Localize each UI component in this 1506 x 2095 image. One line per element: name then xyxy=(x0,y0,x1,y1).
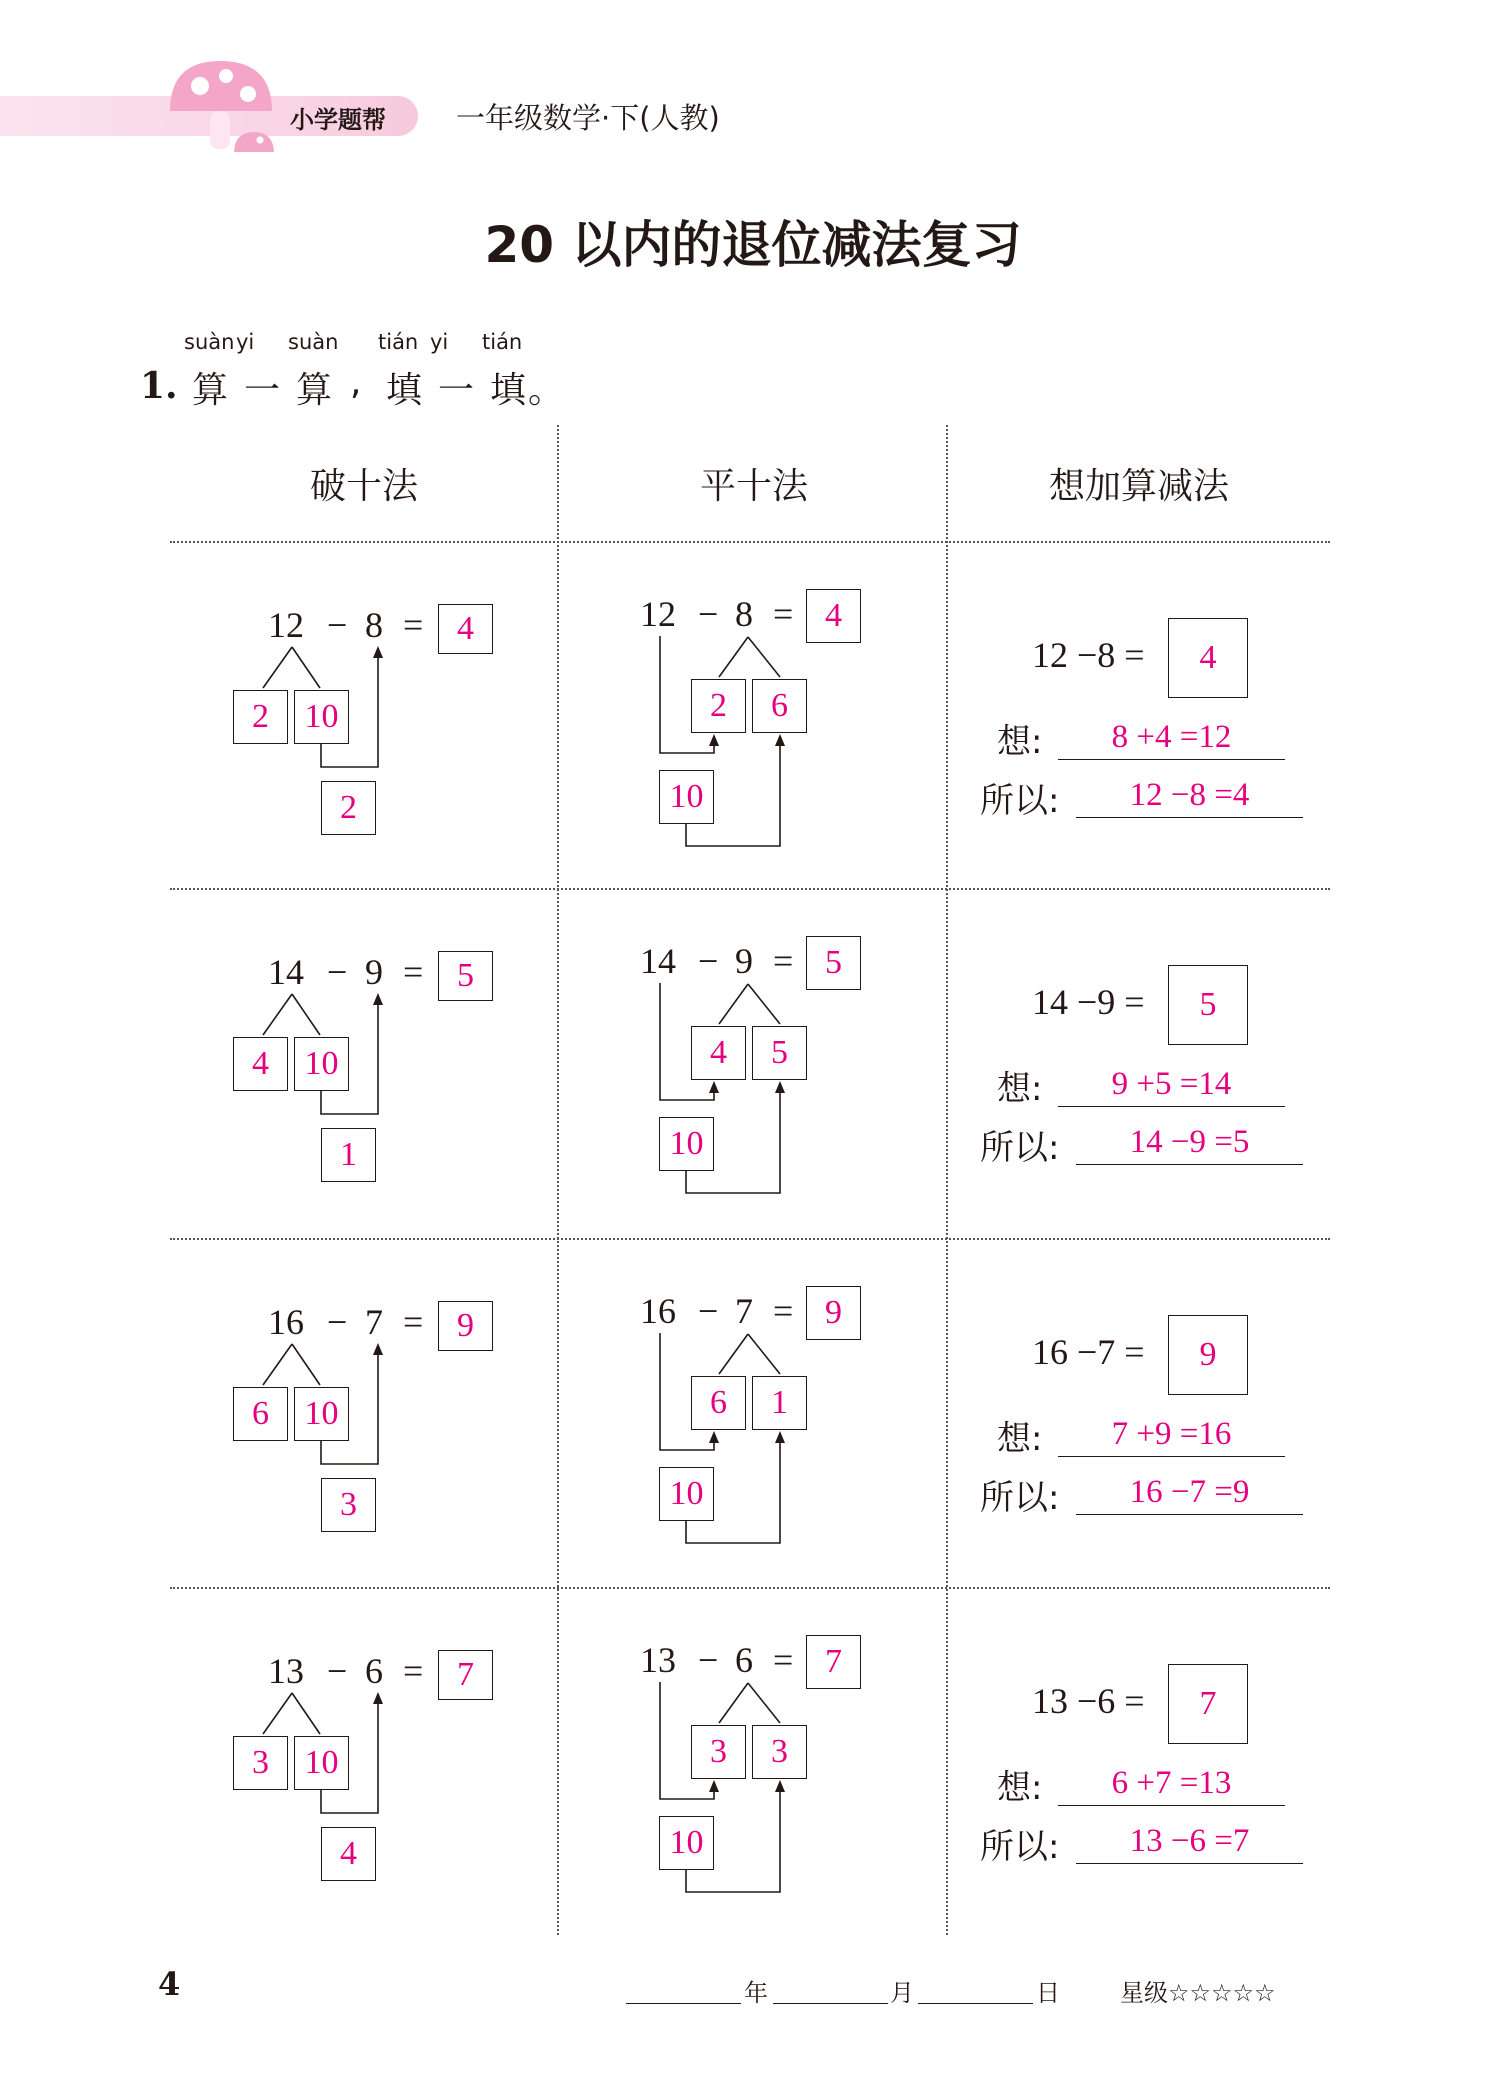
month-blank xyxy=(773,2003,888,2004)
subtraction-answer: 14 −9 =5 xyxy=(1076,1122,1303,1165)
equals-sign: = xyxy=(403,1651,424,1691)
year-label: 年 xyxy=(744,1979,768,2007)
pinyin: suàn xyxy=(184,330,235,354)
question-char: 填 xyxy=(386,370,423,411)
question-number: 1. xyxy=(140,365,178,407)
split-box: 4 xyxy=(691,1026,746,1080)
answer-box: 9 xyxy=(1168,1315,1248,1395)
equation: 13 −6 = xyxy=(1032,1681,1145,1721)
answer-box: 9 xyxy=(806,1286,861,1340)
split-box: 1 xyxy=(752,1376,807,1430)
minuend: 13 xyxy=(268,1651,304,1691)
equals-sign: = xyxy=(773,594,794,634)
book-title: 一年级数学·下(人教) xyxy=(456,101,720,135)
arrow-up-icon xyxy=(709,1780,719,1792)
answer-box: 9 xyxy=(438,1301,493,1351)
equation: 16 −7 = xyxy=(1032,1332,1145,1372)
pinyin: suàn xyxy=(288,330,339,354)
split-box: 6 xyxy=(691,1376,746,1430)
subtrahend: 9 xyxy=(735,941,753,981)
addition-answer: 7 +9 =16 xyxy=(1058,1414,1285,1457)
split-ten-box: 10 xyxy=(294,1736,349,1790)
split-box: 6 xyxy=(752,679,807,733)
intermediate-box: 1 xyxy=(321,1128,376,1182)
answer-box: 5 xyxy=(806,936,861,990)
subtraction-answer: 16 −7 =9 xyxy=(1076,1472,1303,1515)
month-label: 月 xyxy=(890,1979,914,2007)
year-blank xyxy=(626,2003,741,2004)
pinyin: tián xyxy=(378,330,419,354)
minuend: 14 xyxy=(640,941,676,981)
subtrahend: 6 xyxy=(365,1651,383,1691)
subtrahend: 7 xyxy=(365,1302,383,1342)
day-blank xyxy=(918,2003,1033,2004)
column-header-poshi: 破十法 xyxy=(309,466,418,507)
subtrahend: 8 xyxy=(735,594,753,634)
split-ones-box: 6 xyxy=(233,1387,288,1441)
equation: 14 −9 = xyxy=(1032,982,1145,1022)
so-label: 所以: xyxy=(980,1827,1060,1867)
equals-sign: = xyxy=(773,1640,794,1680)
question-char: 。 xyxy=(528,370,565,411)
think-label: 想: xyxy=(997,1069,1043,1109)
ten-box: 10 xyxy=(659,1467,714,1521)
star-rating: 星级☆☆☆☆☆ xyxy=(1120,1979,1276,2007)
minuend: 12 xyxy=(640,594,676,634)
split-ones-box: 3 xyxy=(233,1736,288,1790)
addition-answer: 8 +4 =12 xyxy=(1058,717,1285,760)
column-header-think-add: 想加算减法 xyxy=(1048,466,1229,507)
page-title: 20 以内的退位减法复习 xyxy=(484,216,1022,274)
subtraction-answer: 13 −6 =7 xyxy=(1076,1821,1303,1864)
subtraction-answer: 12 −8 =4 xyxy=(1076,775,1303,818)
split-ten-box: 10 xyxy=(294,690,349,744)
intermediate-box: 3 xyxy=(321,1478,376,1532)
minus-sign: − xyxy=(327,605,348,645)
connector-line xyxy=(660,1682,714,1799)
split-box: 3 xyxy=(752,1725,807,1779)
answer-box: 4 xyxy=(806,589,861,643)
minus-sign: − xyxy=(327,952,348,992)
page-number: 4 xyxy=(158,1965,181,2003)
question-char: 填 xyxy=(490,370,527,411)
split-box: 3 xyxy=(691,1725,746,1779)
day-label: 日 xyxy=(1036,1979,1060,2007)
answer-box: 7 xyxy=(806,1635,861,1689)
minus-sign: − xyxy=(698,941,719,981)
split-line xyxy=(719,1683,748,1723)
minus-sign: − xyxy=(698,594,719,634)
split-line xyxy=(748,1683,780,1723)
question-char: 算 xyxy=(192,370,229,411)
equals-sign: = xyxy=(403,952,424,992)
split-line xyxy=(263,1693,292,1734)
answer-box: 7 xyxy=(1168,1664,1248,1744)
minus-sign: − xyxy=(698,1291,719,1331)
so-label: 所以: xyxy=(980,1128,1060,1168)
arrow-up-icon xyxy=(373,1692,383,1704)
pinyin: yi xyxy=(430,330,449,354)
ten-box: 10 xyxy=(659,770,714,824)
arrow-up-icon xyxy=(775,1780,785,1792)
split-box: 5 xyxy=(752,1026,807,1080)
equals-sign: = xyxy=(773,1291,794,1331)
answer-box: 5 xyxy=(1168,965,1248,1045)
column-header-pingshi: 平十法 xyxy=(699,466,808,507)
answer-box: 4 xyxy=(1168,618,1248,698)
so-label: 所以: xyxy=(980,781,1060,821)
think-label: 想: xyxy=(997,1419,1043,1459)
minuend: 16 xyxy=(640,1291,676,1331)
think-label: 想: xyxy=(997,722,1043,762)
question-char: , xyxy=(350,362,362,403)
split-ones-box: 4 xyxy=(233,1037,288,1091)
split-ten-box: 10 xyxy=(294,1037,349,1091)
addition-answer: 6 +7 =13 xyxy=(1058,1763,1285,1806)
equation: 12 −8 = xyxy=(1032,635,1145,675)
answer-box: 7 xyxy=(438,1650,493,1700)
minus-sign: − xyxy=(327,1651,348,1691)
brand-name: 小学题帮 xyxy=(290,106,386,134)
question-char: 一 xyxy=(244,370,281,411)
minus-sign: − xyxy=(327,1302,348,1342)
ten-box: 10 xyxy=(659,1117,714,1171)
split-ten-box: 10 xyxy=(294,1387,349,1441)
split-ones-box: 2 xyxy=(233,690,288,744)
pinyin: tián xyxy=(482,330,523,354)
pinyin: yi xyxy=(236,330,255,354)
equals-sign: = xyxy=(403,605,424,645)
split-line xyxy=(292,1693,320,1734)
question-char: 算 xyxy=(296,370,333,411)
equals-sign: = xyxy=(403,1302,424,1342)
answer-box: 5 xyxy=(438,951,493,1001)
think-label: 想: xyxy=(997,1768,1043,1808)
subtrahend: 8 xyxy=(365,605,383,645)
subtrahend: 7 xyxy=(735,1291,753,1331)
split-box: 2 xyxy=(691,679,746,733)
intermediate-box: 2 xyxy=(321,781,376,835)
subtrahend: 9 xyxy=(365,952,383,992)
answer-box: 4 xyxy=(438,604,493,654)
intermediate-box: 4 xyxy=(321,1827,376,1881)
minuend: 12 xyxy=(268,605,304,645)
minuend: 13 xyxy=(640,1640,676,1680)
minuend: 16 xyxy=(268,1302,304,1342)
subtrahend: 6 xyxy=(735,1640,753,1680)
question-char: 一 xyxy=(438,370,475,411)
ten-box: 10 xyxy=(659,1816,714,1870)
minus-sign: − xyxy=(698,1640,719,1680)
equals-sign: = xyxy=(773,941,794,981)
addition-answer: 9 +5 =14 xyxy=(1058,1064,1285,1107)
minuend: 14 xyxy=(268,952,304,992)
connector-line xyxy=(321,1695,378,1813)
so-label: 所以: xyxy=(980,1478,1060,1518)
